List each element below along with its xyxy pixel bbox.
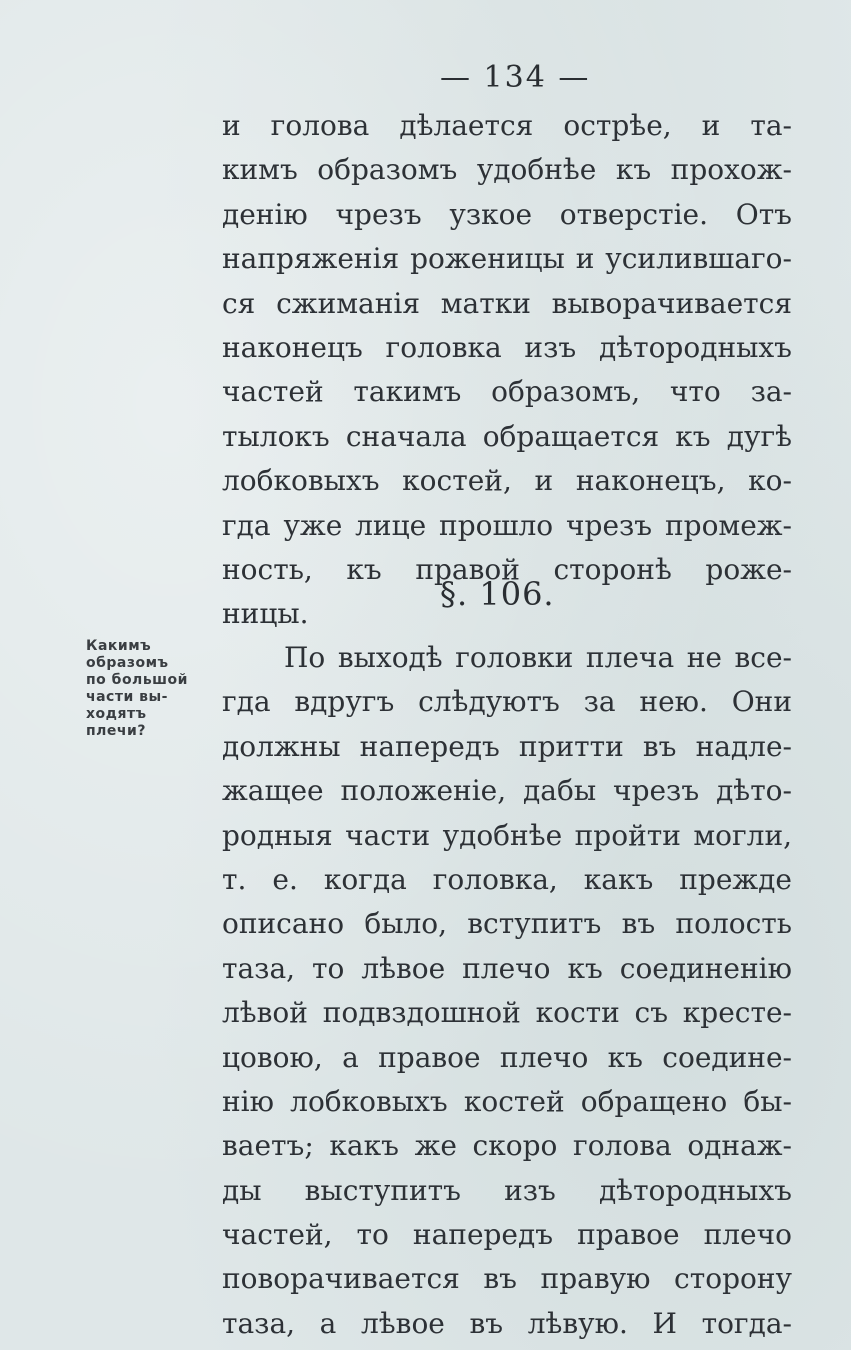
text-line: ваетъ; какъ же скоро голова однаж- (222, 1129, 792, 1163)
text-line: наконецъ головка изъ дѣтородныхъ (222, 330, 792, 364)
margin-note-line: по большой (86, 672, 188, 688)
text-line: денію чрезъ узкое отверстіе. Отъ (222, 197, 792, 231)
text-line: ность, къ правой сторонѣ роже- (222, 552, 792, 586)
text-line: и голова дѣлается острѣе, и та- (222, 109, 792, 142)
text-line: ницы. (222, 597, 309, 631)
margin-note-line: Какимъ (86, 638, 152, 654)
continued-paragraph (222, 104, 792, 637)
section-heading: §. 106. (440, 575, 555, 613)
text-line: нію лобковыхъ костей обращено бы- (222, 1084, 792, 1118)
margin-note-line: плечи? (86, 723, 146, 739)
margin-note-line: части вы- (86, 689, 168, 705)
text-line: ся сжиманія матки выворачивается (222, 286, 792, 320)
text-line: частей, то напередъ правое плечо (222, 1218, 792, 1252)
text-line: описано было, вступитъ въ полость (222, 907, 792, 941)
text-line: поворачивается въ правую сторону (222, 1262, 792, 1296)
page-number: — 134 — (440, 60, 591, 95)
text-line: тылокъ сначала обращается къ дугѣ (222, 419, 792, 453)
margin-note-line: ходятъ (86, 706, 147, 722)
text-line: жащее положеніе, дабы чрезъ дѣто- (222, 774, 792, 808)
margin-note (86, 638, 214, 740)
text-line: лѣвой подвздошной кости съ кресте- (222, 996, 792, 1030)
margin-note-line: образомъ (86, 655, 169, 671)
text-line: цовою, а правое плечо къ соедине- (222, 1040, 792, 1074)
text-line: гда вдругъ слѣдуютъ за нею. Они (222, 685, 792, 719)
text-line: т. е. когда головка, какъ прежде (222, 862, 792, 896)
text-line: напряженія роженицы и усилившаго- (222, 242, 792, 276)
text-line: родныя части удобнѣе пройти могли, (222, 818, 792, 852)
text-line: таза, а лѣвое въ лѣвую. И тогда- (222, 1306, 792, 1340)
text-line: лобковыхъ костей, и наконецъ, ко- (222, 464, 792, 498)
section-106-paragraph (222, 636, 792, 1346)
text-line: По выходѣ головки плеча не все- (284, 641, 792, 674)
text-line: гда уже лице прошло чрезъ промеж- (222, 508, 792, 542)
text-line: кимъ образомъ удобнѣе къ прохож- (222, 153, 792, 187)
text-line: должны напередъ притти въ надле- (222, 729, 792, 763)
text-line: таза, то лѣвое плечо къ соединенію (222, 951, 792, 985)
text-line: ды выступитъ изъ дѣтородныхъ (222, 1173, 792, 1207)
text-line: частей такимъ образомъ, что за- (222, 375, 792, 409)
